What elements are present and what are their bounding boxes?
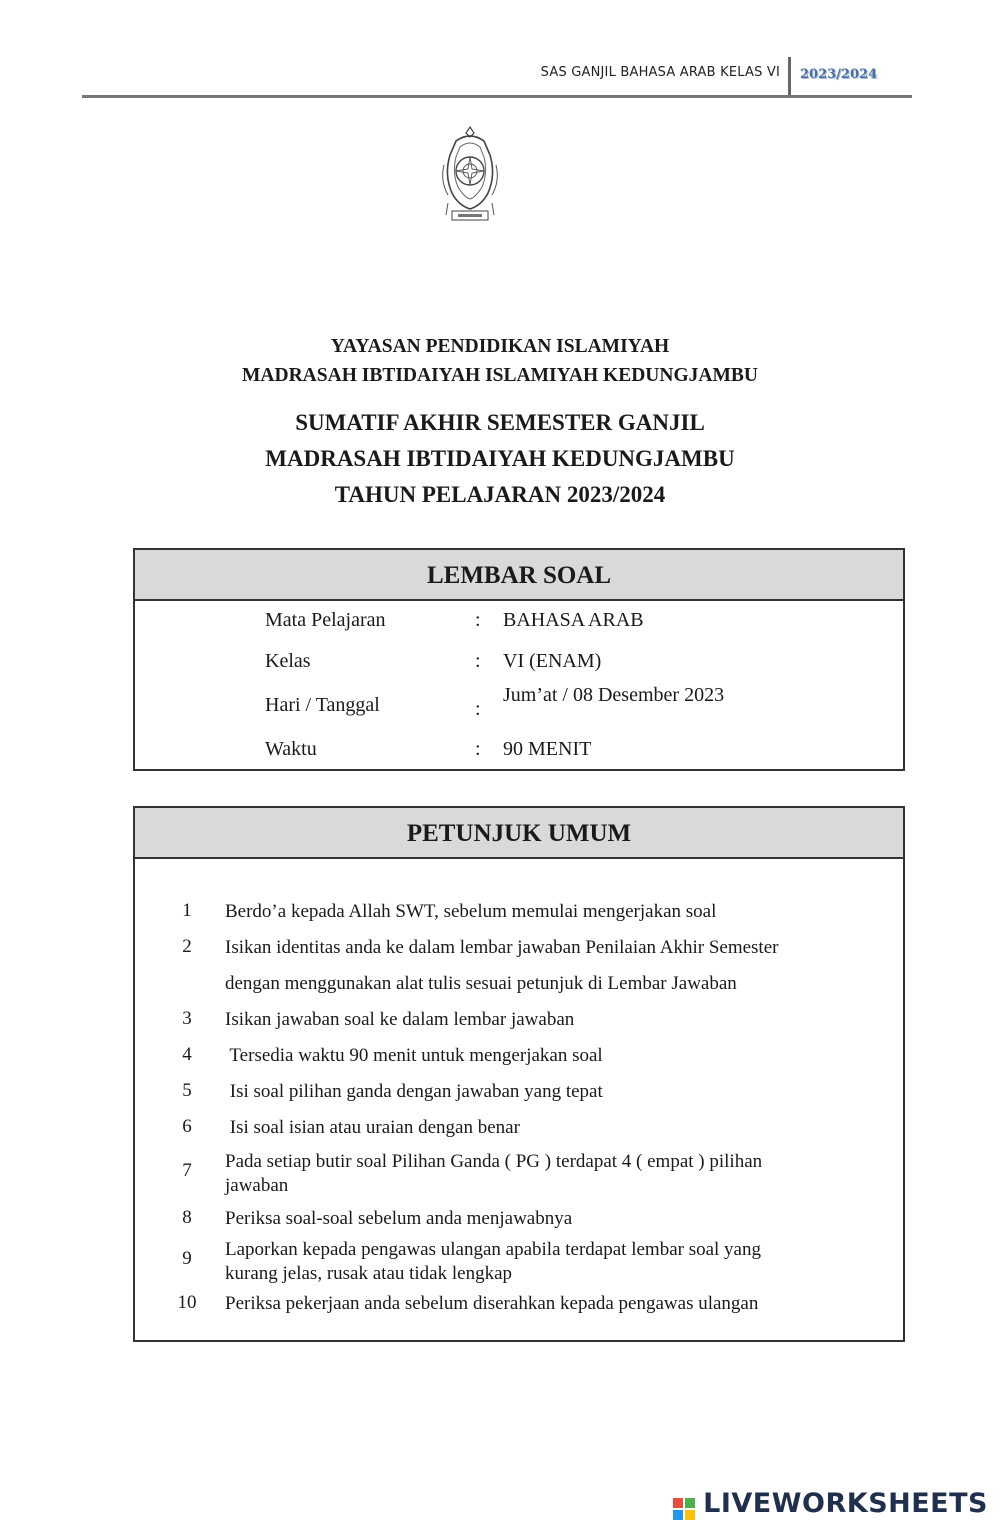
madrasah-emblem-icon: [438, 125, 502, 225]
info-value: Jum’at / 08 Desember 2023: [503, 684, 725, 706]
info-value: 90 MENIT: [503, 738, 592, 760]
item-number: 8: [182, 1207, 192, 1228]
item-number: 4: [182, 1044, 192, 1065]
item-text: Isi soal pilihan ganda dengan jawaban yang tepat: [225, 1081, 603, 1102]
header-divider: [788, 57, 791, 95]
watermark-text: LIVEWORKSHEETS: [703, 1488, 988, 1519]
instructions-heading: PETUNJUK UMUM: [135, 808, 903, 859]
item-text: Isikan identitas anda ke dalam lembar jawaban Penilaian Akhir Semester: [225, 937, 779, 958]
exam-title-line-3: TAHUN PELAJARAN 2023/2024: [334, 482, 666, 507]
liveworksheets-watermark: [703, 1488, 988, 1519]
info-colon: :: [475, 698, 481, 720]
item-text: Berdo’a kepada Allah SWT, sebelum memulai mengerjakan soal: [225, 901, 717, 922]
item-text: Periksa pekerjaan anda sebelum diserahkan kepada pengawas ulangan: [225, 1293, 759, 1314]
item-number: 10: [177, 1292, 197, 1313]
item-text-continuation: kurang jelas, rusak atau tidak lengkap: [225, 1263, 513, 1284]
item-text-continuation: dengan menggunakan alat tulis sesuai petunjuk di Lembar Jawaban: [225, 973, 737, 994]
institution-block: [0, 332, 1000, 390]
info-value: VI (ENAM): [503, 650, 602, 672]
info-label: Mata Pelajaran: [265, 609, 386, 631]
item-number: 6: [182, 1116, 192, 1137]
header-year: 2023/2024: [800, 67, 878, 82]
exam-title-line-1: SUMATIF AKHIR SEMESTER GANJIL: [295, 410, 705, 435]
header-rule: [82, 95, 912, 98]
item-number: 9: [182, 1248, 192, 1269]
sheet-info-box: [133, 548, 905, 771]
info-label: Hari / Tanggal: [265, 694, 380, 716]
item-text: Isikan jawaban soal ke dalam lembar jawaban: [225, 1009, 575, 1030]
page-header: [82, 55, 912, 100]
item-number: 5: [182, 1080, 192, 1101]
instructions-box: [133, 806, 905, 1342]
info-colon: :: [475, 650, 481, 672]
liveworksheets-logo-icon: [673, 1496, 695, 1518]
header-title: SAS GANJIL BAHASA ARAB KELAS VI: [540, 65, 780, 80]
institution-line-1: YAYASAN PENDIDIKAN ISLAMIYAH: [330, 336, 670, 357]
info-colon: :: [475, 609, 481, 631]
item-number: 1: [182, 900, 192, 921]
item-number: 2: [182, 936, 192, 957]
info-colon: :: [475, 738, 481, 760]
info-label: Kelas: [265, 650, 311, 672]
item-text: Pada setiap butir soal Pilihan Ganda ( PG ) terdapat 4 ( empat ) pilihan: [225, 1151, 763, 1172]
item-text: Periksa soal-soal sebelum anda menjawabnya: [225, 1208, 573, 1229]
item-text: Isi soal isian atau uraian dengan benar: [225, 1117, 520, 1138]
sheet-heading: LEMBAR SOAL: [135, 550, 903, 601]
info-value: BAHASA ARAB: [503, 609, 644, 631]
institution-line-2: MADRASAH IBTIDAIYAH ISLAMIYAH KEDUNGJAMBU: [242, 365, 758, 386]
info-label: Waktu: [265, 738, 317, 760]
item-text: Tersedia waktu 90 menit untuk mengerjakan soal: [225, 1045, 603, 1066]
item-text-continuation: jawaban: [225, 1175, 289, 1196]
exam-title-block: [0, 405, 1000, 513]
item-text: Laporkan kepada pengawas ulangan apabila terdapat lembar soal yang: [225, 1239, 761, 1260]
item-number: 3: [182, 1008, 192, 1029]
exam-title-line-2: MADRASAH IBTIDAIYAH KEDUNGJAMBU: [265, 446, 735, 471]
item-number: 7: [182, 1160, 192, 1181]
